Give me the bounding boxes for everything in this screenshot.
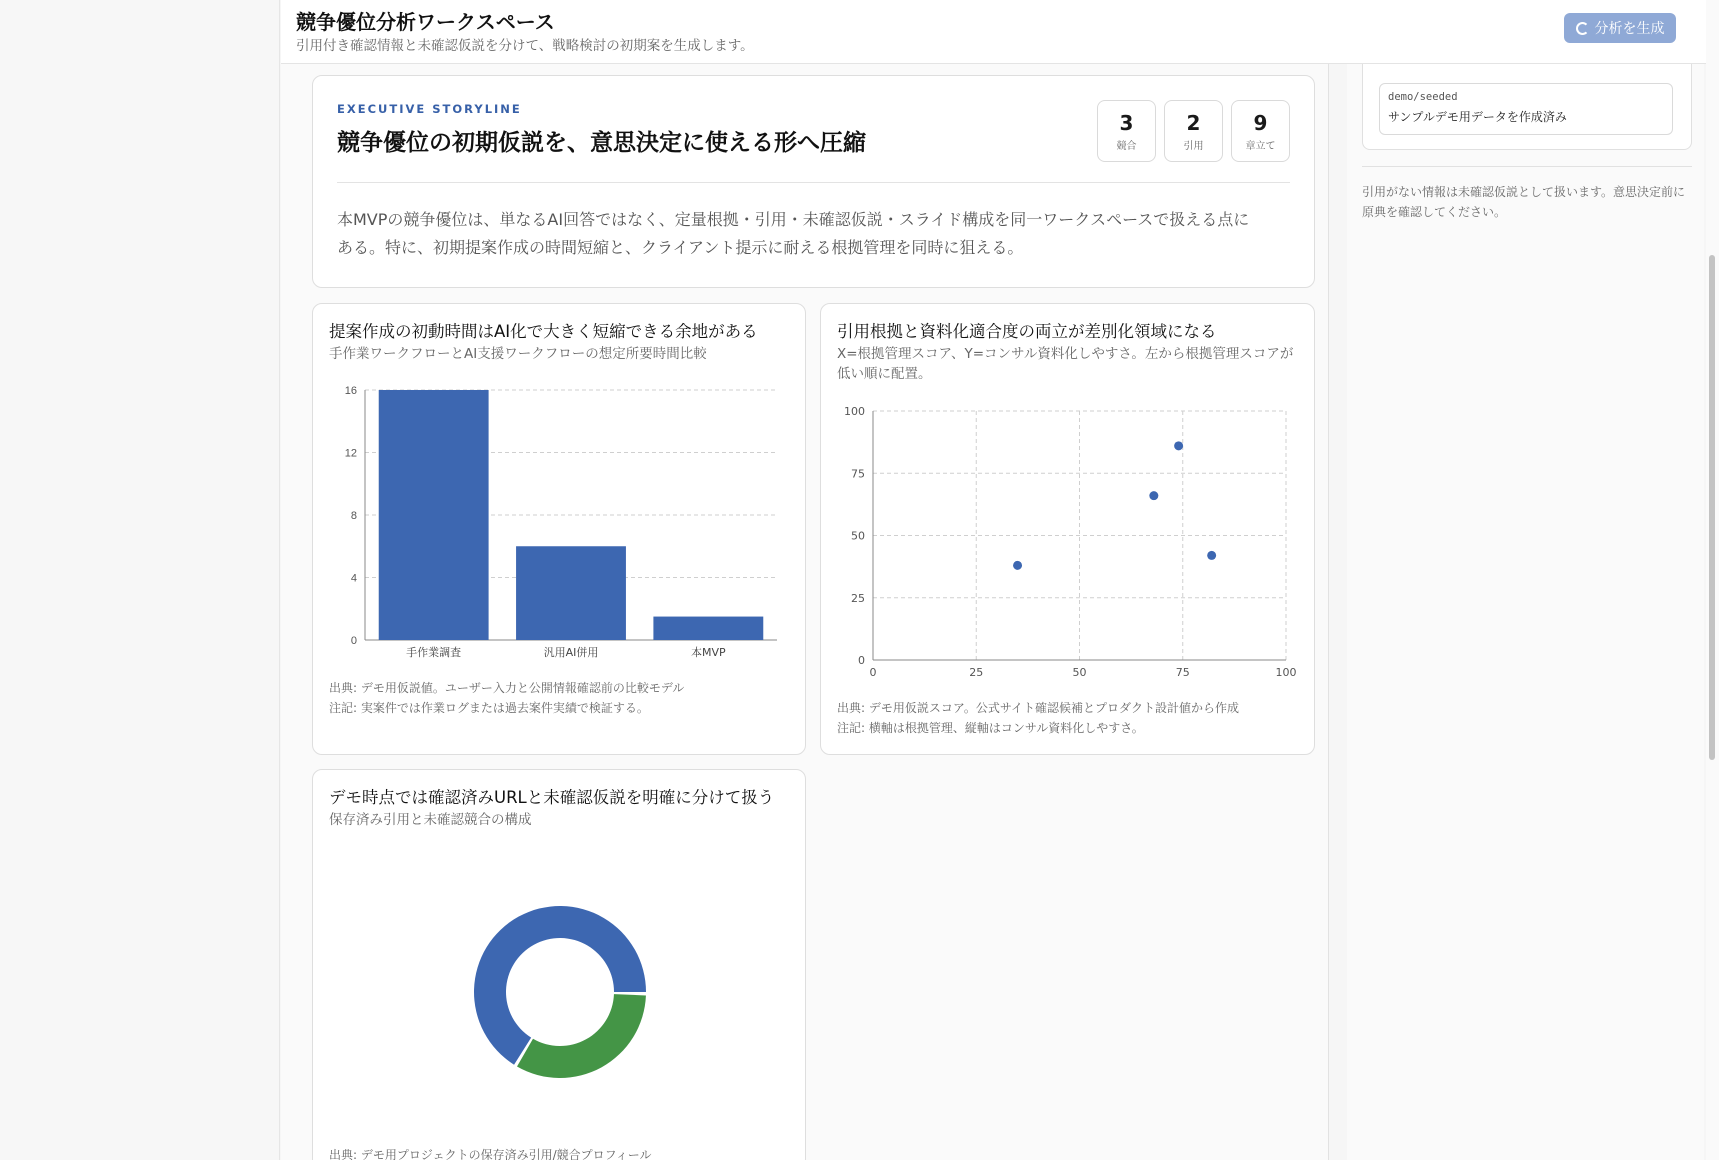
- right-pane: [1347, 0, 1704, 1160]
- divider: [337, 182, 1290, 183]
- x-tick-label: 50: [1072, 666, 1087, 679]
- y-tick-label: 100: [844, 405, 865, 418]
- storyline-title: 競争優位の初期仮説を、意思決定に使える形へ圧縮: [337, 130, 866, 156]
- chart-title: 提案作成の初動時間はAI化で大きく短縮できる余地がある: [329, 322, 758, 341]
- scatter-point: [1174, 441, 1183, 450]
- x-tick-label: 25: [969, 666, 984, 679]
- y-tick-label: 25: [851, 591, 865, 605]
- y-tick-label: 4: [350, 572, 357, 585]
- seed-status-label: demo/seeded: [1388, 91, 1458, 103]
- metric-value: 9: [1253, 110, 1268, 135]
- y-tick-label: 50: [851, 529, 865, 543]
- scatter-chart: [821, 304, 1316, 756]
- metric-citations: [1164, 100, 1223, 162]
- chart-annotation-note: 注記: 実案件では作業ログまたは過去案件実績で検証する。: [329, 701, 649, 715]
- x-tick-label: 100: [1275, 666, 1297, 679]
- generate-analysis-label: 分析を生成: [1594, 21, 1665, 37]
- donut-chart: [313, 770, 807, 1150]
- scatter-chart-card: [820, 303, 1315, 755]
- chart-title: 引用根拠と資料化適合度の両立が差別化領域になる: [837, 322, 1217, 341]
- chart-title: デモ時点では確認済みURLと未確認仮説を明確に分けて扱う: [329, 788, 775, 807]
- executive-storyline-card: [312, 75, 1315, 288]
- x-tick-label: 手作業調査: [406, 646, 462, 659]
- chart-source-note: 出典: デモ用仮説スコア。公式サイト確認候補とプロダクト設計値から作成: [837, 701, 1240, 715]
- x-tick-label: 75: [1175, 666, 1190, 679]
- y-tick-label: 16: [344, 385, 357, 397]
- x-tick-label: 本MVP: [691, 646, 726, 659]
- chart-source-note: 出典: デモ用プロジェクトの保存済み引用/競合プロフィール: [329, 1148, 652, 1160]
- metric-label: 章立て: [1245, 140, 1276, 152]
- metrics-row: [1097, 100, 1290, 162]
- metric-competitors: [1097, 100, 1156, 162]
- y-tick-label: 0: [858, 654, 865, 667]
- chart-annotation-note: 注記: 横軸は根拠管理、縦軸はコンサル資料化しやすさ。: [837, 721, 1144, 735]
- x-tick-label: 汎用AI併用: [543, 646, 599, 659]
- metric-value: 2: [1186, 110, 1201, 135]
- loading-spinner-icon: [1576, 22, 1589, 35]
- bar: [516, 546, 626, 640]
- x-tick-label: 0: [869, 666, 877, 679]
- seed-status-text: サンプルデモ用データを作成済み: [1388, 110, 1567, 124]
- y-tick-label: 12: [344, 447, 357, 460]
- bar-chart-card: [312, 303, 806, 755]
- metric-value: 3: [1119, 110, 1134, 135]
- y-tick-label: 75: [851, 467, 865, 481]
- scatter-point: [1149, 491, 1158, 500]
- metric-label: 引用: [1183, 140, 1204, 152]
- seed-status-box: [1379, 83, 1673, 135]
- divider: [1362, 166, 1692, 167]
- page-subtitle: 引用付き確認情報と未確認仮説を分けて、戦略検討の初期案を生成します。: [296, 38, 754, 54]
- y-tick-label: 8: [350, 510, 357, 522]
- donut-slice: [517, 994, 646, 1078]
- chart-subtitle: X=根拠管理スコア、Y=コンサル資料化しやすさ。左から根拠管理スコアが低い順に配置。: [837, 346, 1294, 382]
- top-header: [281, 0, 1706, 64]
- generate-analysis-button[interactable]: [1564, 13, 1676, 43]
- metric-chapters: [1231, 100, 1290, 162]
- scatter-point: [1207, 551, 1216, 560]
- bar: [653, 617, 763, 640]
- chart-subtitle: 保存済み引用と未確認競合の構成: [329, 812, 532, 828]
- bar: [379, 390, 489, 640]
- left-gutter: [0, 0, 280, 1160]
- metric-label: 競合: [1116, 140, 1137, 152]
- scrollbar[interactable]: [1706, 0, 1719, 1160]
- donut-chart-card: [312, 769, 806, 1160]
- citation-warning-note: 引用がない情報は未確認仮説として扱います。意思決定前に原典を確認してください。: [1362, 185, 1686, 219]
- chart-subtitle: 手作業ワークフローとAI支援ワークフローの想定所要時間比較: [329, 346, 707, 362]
- chart-source-note: 出典: デモ用仮説値。ユーザー入力と公開情報確認前の比較モデル: [329, 681, 685, 695]
- y-tick-label: 0: [350, 635, 357, 647]
- storyline-body: 本MVPの競争優位は、単なるAI回答ではなく、定量根拠・引用・未確認仮説・スライド構成を同一ワークスペースで扱える点にある。特に、初期提案作成の時間短縮と、クライアント提示に耐える根拠管理を同時に狙える。: [337, 210, 1250, 257]
- page-title: 競争優位分析ワークスペース: [296, 10, 555, 34]
- scatter-point: [1013, 561, 1022, 570]
- storyline-eyebrow: EXECUTIVE STORYLINE: [337, 102, 522, 116]
- scrollbar-thumb[interactable]: [1709, 255, 1715, 760]
